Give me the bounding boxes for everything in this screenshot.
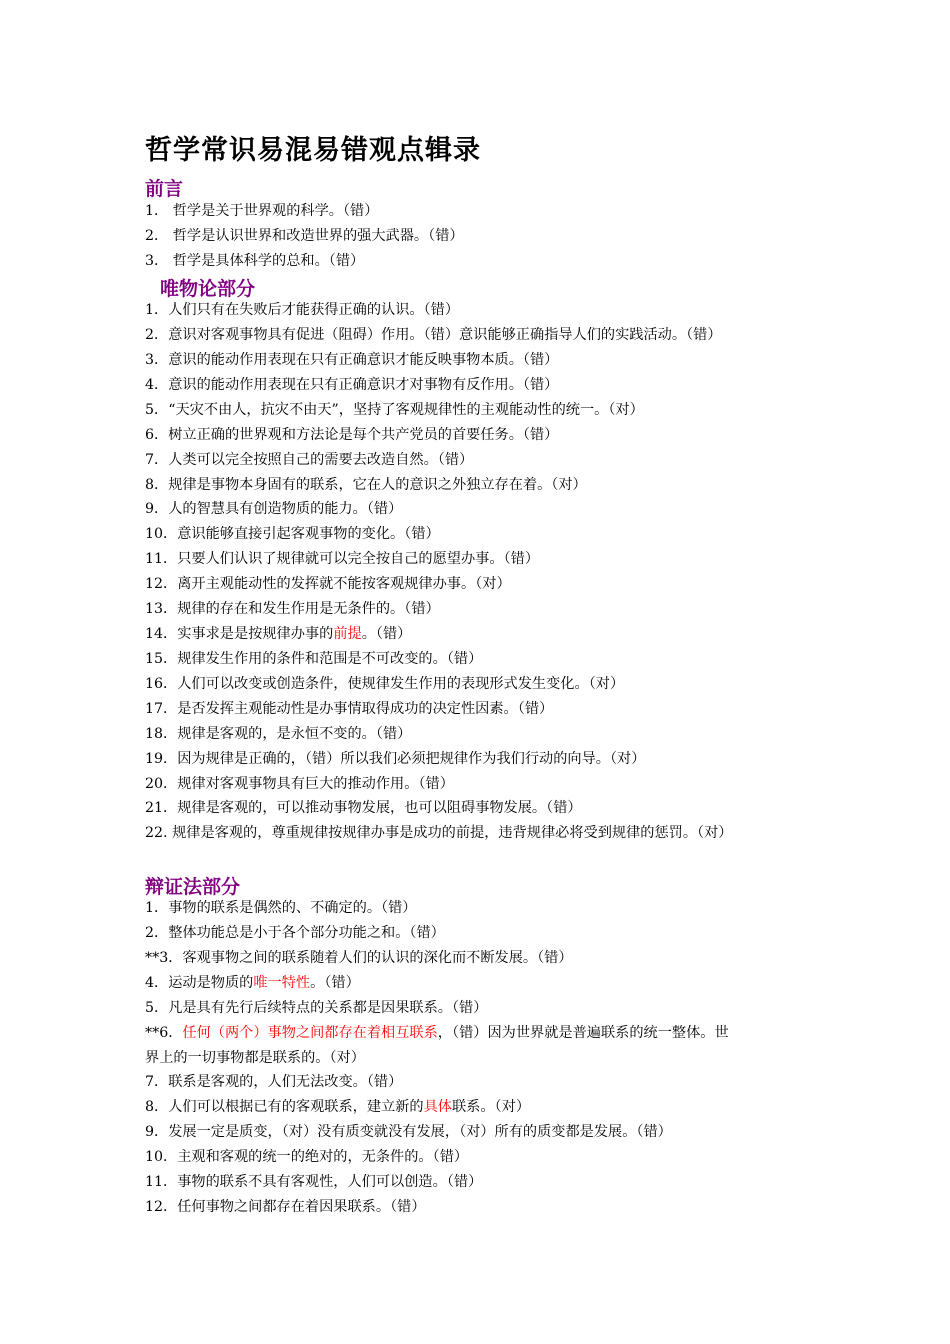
highlighted-text: 前提 <box>333 626 362 642</box>
list-item: 22. 规律是客观的，尊重规律按规律办事是成功的前提，违背规律必将受到规律的惩罚。（对） <box>145 825 733 841</box>
list-item: 3．意识的能动作用表现在只有正确意识才能反映事物本质。（错） <box>145 352 559 368</box>
item-text: 。（错） <box>310 975 360 991</box>
list-item: 5．“天灾不由人，抗灾不由天”，坚持了客观规律性的主观能动性的统一。（对） <box>145 402 644 418</box>
list-item: 界上的一切事物都是联系的。（对） <box>145 1050 365 1066</box>
section-heading-preface: 前言 <box>145 178 184 200</box>
list-item: 9．人的智慧具有创造物质的能力。（错） <box>145 501 403 517</box>
list-item: 1．事物的联系是偶然的、不确定的。（错） <box>145 900 417 916</box>
list-item: 12．任何事物之间都存在着因果联系。（错） <box>145 1199 426 1215</box>
list-item: 4．意识的能动作用表现在只有正确意识才对事物有反作用。（错） <box>145 377 559 393</box>
list-item <box>145 973 360 993</box>
list-item: 2． 哲学是认识世界和改造世界的强大武器。（错） <box>145 228 464 244</box>
highlighted-text: 唯一特性 <box>253 975 311 991</box>
list-item: 15．规律发生作用的条件和范围是不可改变的。（错） <box>145 651 483 667</box>
item-text: 8．人们可以根据已有的客观联系，建立新的 <box>145 1099 424 1115</box>
list-item: 19．因为规律是正确的，（错）所以我们必须把规律作为我们行动的向导。（对） <box>145 751 646 767</box>
list-item: 5．凡是具有先行后续特点的关系都是因果联系。（错） <box>145 1000 488 1016</box>
item-text: 14．实事求是是按规律办事的 <box>145 626 334 642</box>
list-item: 10．主观和客观的统一的绝对的，无条件的。（错） <box>145 1149 469 1165</box>
section-heading-materialism: 唯物论部分 <box>160 278 256 300</box>
list-item: 18．规律是客观的，是永恒不变的。（错） <box>145 726 412 742</box>
item-text: **6． <box>145 1025 183 1041</box>
list-item: **3．客观事物之间的联系随着人们的认识的深化而不断发展。（错） <box>145 950 573 966</box>
list-item: 2．整体功能总是小于各个部分功能之和。（错） <box>145 925 445 941</box>
list-item <box>145 624 411 644</box>
item-text: 联系。（对） <box>451 1099 531 1115</box>
section-heading-dialectics: 辩证法部分 <box>145 876 241 898</box>
highlighted-text: 任何（两个）事物之间都存在着相互联系 <box>182 1025 438 1041</box>
list-item: 20．规律对客观事物具有巨大的推动作用。（错） <box>145 776 454 792</box>
list-item: 11．事物的联系不具有客观性，人们可以创造。（错） <box>145 1174 483 1190</box>
list-item <box>145 1097 530 1117</box>
list-item: 1． 哲学是关于世界观的科学。（错） <box>145 203 379 219</box>
list-item: 21．规律是客观的，可以推动事物发展，也可以阻碍事物发展。（错） <box>145 800 582 816</box>
list-item: 12．离开主观能动性的发挥就不能按客观规律办事。（对） <box>145 576 511 592</box>
list-item: 3． 哲学是具体科学的总和。（错） <box>145 253 365 269</box>
highlighted-text: 具体 <box>423 1099 452 1115</box>
item-text: 。（错） <box>361 626 412 642</box>
list-item: 13．规律的存在和发生作用是无条件的。（错） <box>145 601 440 617</box>
list-item: 2．意识对客观事物具有促进（阻碍）作用。（错）意识能够正确指导人们的实践活动。（错） <box>145 327 722 343</box>
list-item: 7．人类可以完全按照自己的需要去改造自然。（错） <box>145 452 474 468</box>
list-item <box>145 1023 729 1043</box>
list-item: 17．是否发挥主观能动性是办事情取得成功的决定性因素。（错） <box>145 701 554 717</box>
list-item: 9．发展一定是质变，（对）没有质变就没有发展，（对）所有的质变都是发展。（错） <box>145 1124 672 1140</box>
document-title: 哲学常识易混易错观点辑录 <box>145 135 481 166</box>
list-item: 7．联系是客观的，人们无法改变。（错） <box>145 1074 403 1090</box>
list-item: 6．树立正确的世界观和方法论是每个共产党员的首要任务。（错） <box>145 427 559 443</box>
list-item: 1．人们只有在失败后才能获得正确的认识。（错） <box>145 302 460 318</box>
list-item: 11．只要人们认识了规律就可以完全按自己的愿望办事。（错） <box>145 551 540 567</box>
list-item: 10．意识能够直接引起客观事物的变化。（错） <box>145 526 440 542</box>
list-item: 8．规律是事物本身固有的联系，它在人的意识之外独立存在着。（对） <box>145 477 587 493</box>
list-item: 16．人们可以改变或创造条件，使规律发生作用的表现形式发生变化。（对） <box>145 676 625 692</box>
item-text: 4．运动是物质的 <box>145 975 254 991</box>
item-text: ，（错）因为世界就是普遍联系的统一整体。世 <box>437 1025 729 1041</box>
